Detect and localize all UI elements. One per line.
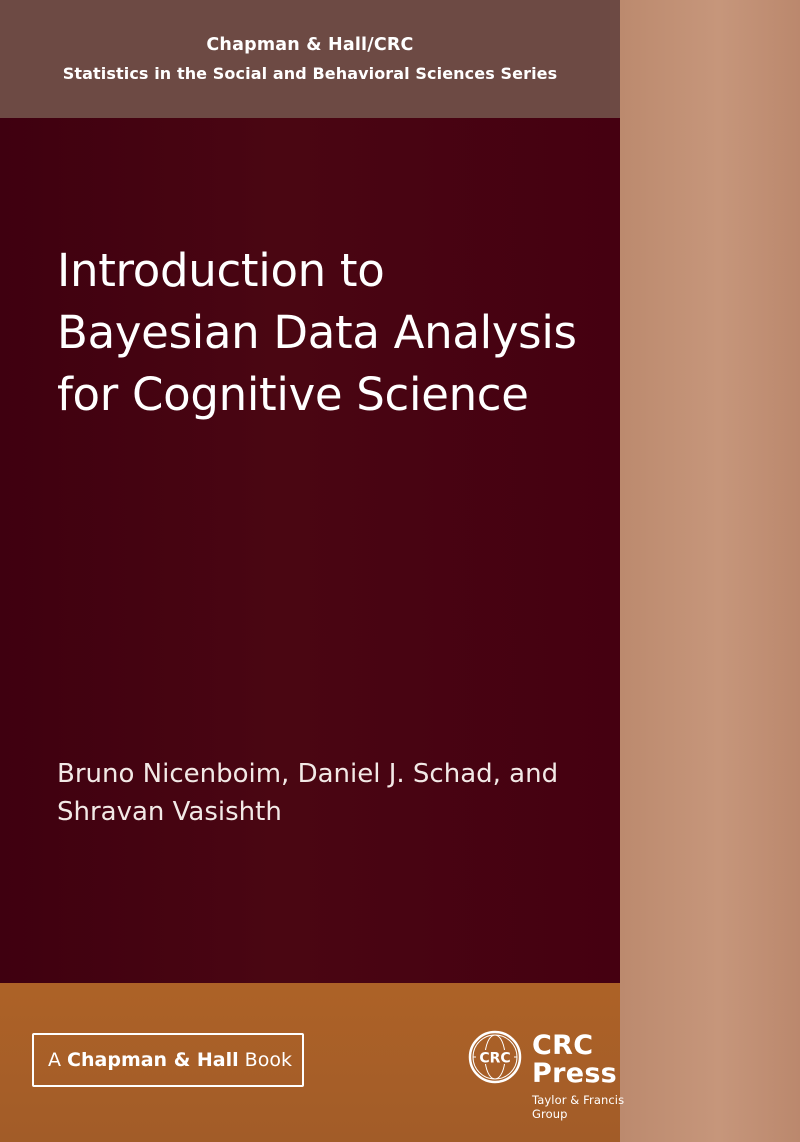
book-title: Introduction to Bayesian Data Analysis for Cognitive Science [57,244,577,422]
imprint-suffix: Book [238,1049,292,1071]
chapman-hall-book-badge [32,1033,304,1087]
imprint-prefix: A [48,1049,68,1071]
series-publisher-line: Chapman & Hall/CRC [206,34,414,55]
crc-seal-text: CRC [479,1050,511,1067]
cover-main-area [0,118,620,983]
crc-seal-icon [468,1030,522,1084]
book-authors: Bruno Nicenboim, Daniel J. Schad, and Shravan Vasishth [57,759,559,827]
imprint-bold: Chapman & Hall [67,1049,239,1071]
crc-press-name: CRC Press [532,1030,618,1090]
crc-press-logo [468,1028,658,1121]
crc-wordmark [532,1032,658,1121]
series-band [0,0,620,118]
cover-side-panel [620,0,800,1142]
series-name-line: Statistics in the Social and Behavioral Sciences Series [62,64,558,84]
taylor-francis-group-label: Taylor & Francis Group [532,1092,625,1121]
chapman-hall-book-label [34,1049,292,1071]
